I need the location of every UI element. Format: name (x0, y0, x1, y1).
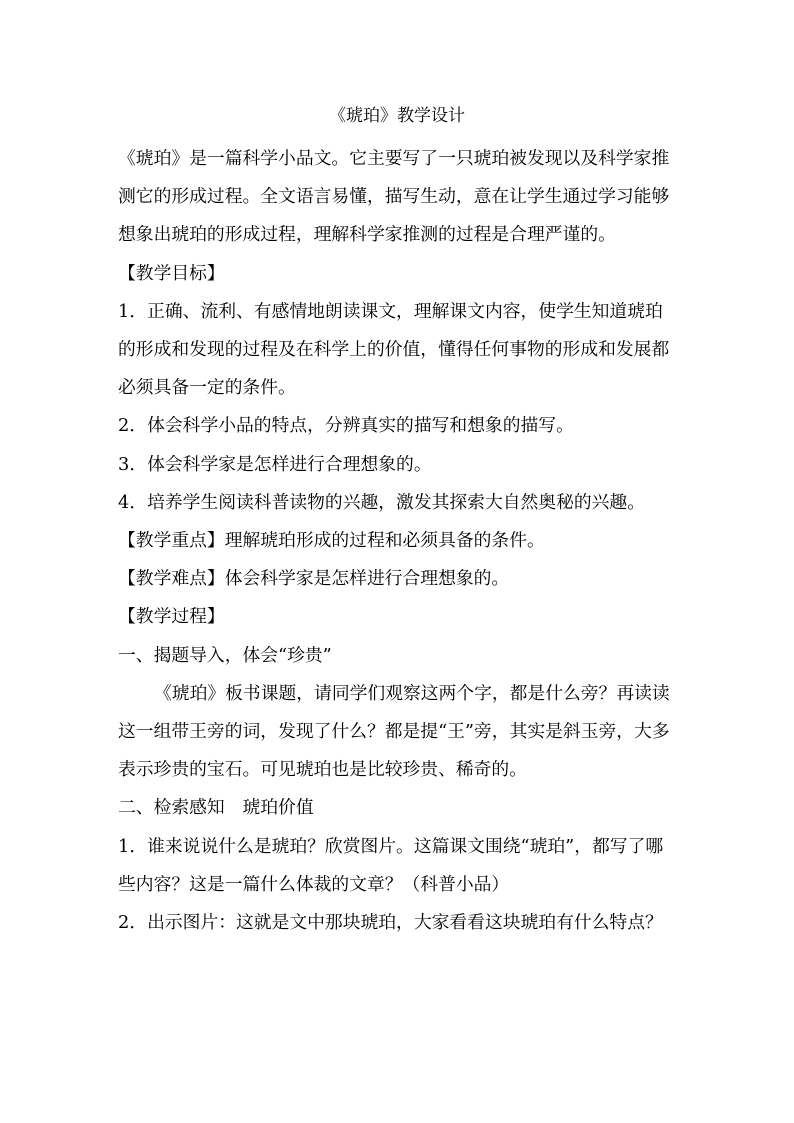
process-step-2-item-1: 1．谁来说说什么是琥珀？欣赏图片。这篇课文围绕“琥珀”，都写了哪些内容？这是一篇什么体裁的文章？（科普小品） (118, 835, 664, 895)
document-body (118, 140, 676, 942)
objective-item-2: 2．体会科学小品的特点，分辨真实的描写和想象的描写。 (118, 415, 574, 437)
objective-item-1: 1．正确、流利、有感情地朗读课文，理解课文内容，使学生知道琥珀的形成和发现的过程及在科学上的价值，懂得任何事物的形成和发展都必须具备一定的条件。 (118, 300, 670, 399)
section-heading-objectives: 【教学目标】 (118, 262, 225, 284)
document-title: 《琥珀》教学设计 (329, 106, 465, 126)
objective-item-3: 3．体会科学家是怎样进行合理想象的。 (118, 453, 432, 475)
process-step-2-heading: 二、检索感知 琥珀价值 (118, 797, 314, 819)
teaching-difficulty: 【教学难点】体会科学家是怎样进行合理想象的。 (118, 568, 510, 590)
process-step-1-body: 《琥珀》板书课题，请同学们观察这两个字，都是什么旁？再读读这一组带王旁的词，发现了什么？都是提“王”旁，其实是斜玉旁，大多表示珍贵的宝石。可见琥珀也是比较珍贵、稀奇的。 (118, 682, 670, 781)
teaching-focus: 【教学重点】理解琥珀形成的过程和必须具备的条件。 (118, 530, 545, 552)
objective-item-4: 4．培养学生阅读科普读物的兴趣，激发其探索大自然奥秘的兴趣。 (118, 491, 645, 513)
intro-paragraph: 《琥珀》是一篇科学小品文。它主要写了一只琥珀被发现以及科学家推测它的形成过程。全文语言易懂，描写生动，意在让学生通过学习能够想象出琥珀的形成过程，理解科学家推测的过程是合理严谨的。 (118, 148, 670, 246)
process-step-2-item-2: 2．出示图片：这就是文中那块琥珀，大家看看这块琥珀有什么特点？ (118, 912, 663, 934)
process-step-1-heading: 一、揭题导入，体会“珍贵” (118, 644, 332, 666)
section-heading-process: 【教学过程】 (118, 606, 225, 628)
